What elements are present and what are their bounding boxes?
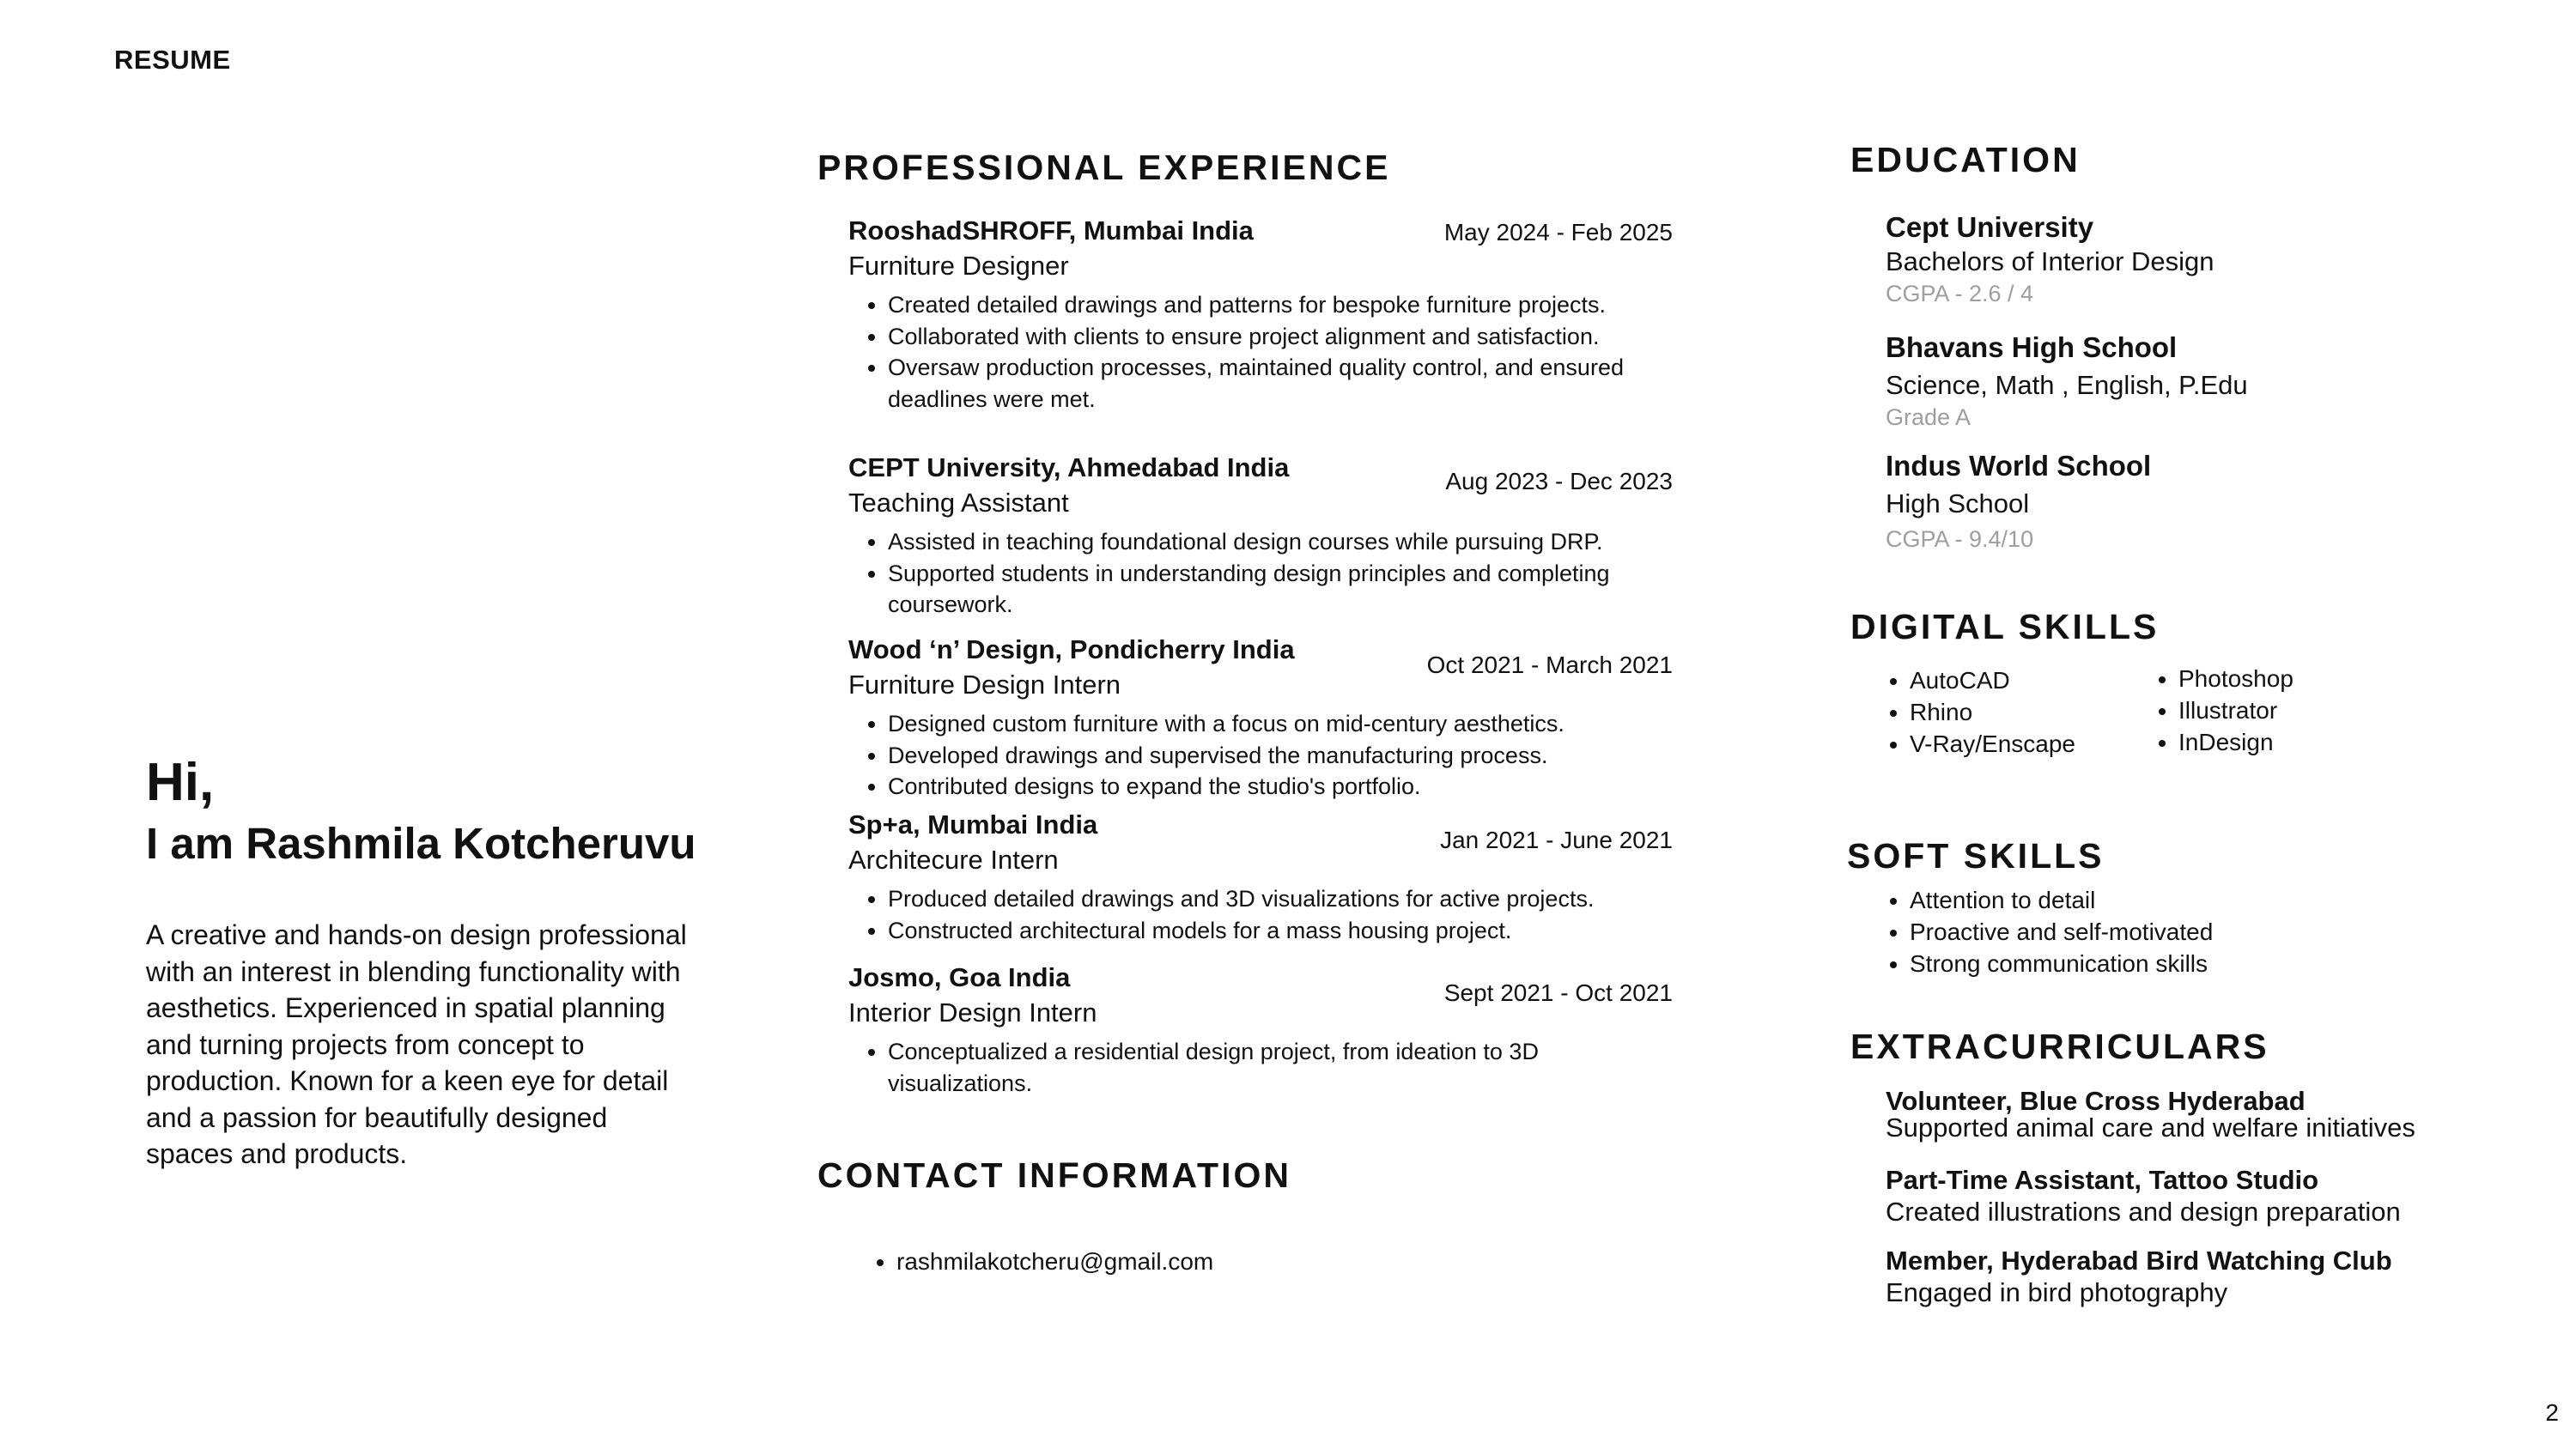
skill-item: • AutoCAD	[1910, 664, 2075, 696]
job-role: Furniture Designer	[848, 251, 1069, 281]
digital-skills-heading: DIGITAL SKILLS	[1850, 607, 2160, 646]
skill-item: • Proactive and self-motivated	[1910, 916, 2213, 948]
job-bullet: • Constructed architectural models for a mass housing project.	[888, 915, 1673, 947]
education-entry	[1886, 210, 2215, 308]
job-bullets	[848, 526, 1673, 621]
job-dates: Oct 2021 - March 2021	[1426, 652, 1673, 678]
extracurricular-description: Created illustrations and design preparation	[1886, 1197, 2401, 1227]
education-entry	[1886, 330, 2248, 432]
job-bullet: • Developed drawings and supervised the manufacturing process.	[888, 740, 1673, 772]
intro-block	[146, 752, 713, 1173]
extracurricular-entry	[1886, 1246, 2392, 1309]
job-bullets	[848, 289, 1673, 415]
skill-item: • Strong communication skills	[1910, 948, 2213, 979]
job-entry	[848, 808, 1673, 946]
extracurricular-description: Engaged in bird photography	[1886, 1277, 2228, 1307]
job-entry	[848, 214, 1673, 415]
job-organization: CEPT University, Ahmedabad India	[848, 452, 1290, 482]
job-bullets	[848, 1036, 1673, 1099]
job-bullet: • Contributed designs to expand the studio's portfolio.	[888, 771, 1673, 803]
job-role: Interior Design Intern	[848, 997, 1097, 1028]
bio-paragraph: A creative and hands-on design professional with an interest in blending functionality with aesthetics. Experienced in spatial planning and turning projects from concept to production. Known for a keen eye for detail and a passion for beautifully designed spaces and products.	[146, 919, 687, 1169]
job-bullet: • Conceptualized a residential design project, from ideation to 3D visualizations.	[888, 1036, 1673, 1099]
extracurricular-description: Supported animal care and welfare initiatives	[1886, 1113, 2415, 1143]
skill-item: • InDesign	[2178, 726, 2293, 758]
job-dates: May 2024 - Feb 2025	[1443, 219, 1673, 246]
school-name: Bhavans High School	[1886, 331, 2178, 363]
job-dates: Sept 2021 - Oct 2021	[1443, 979, 1673, 1006]
job-bullets	[848, 883, 1673, 946]
soft-skills-list	[1870, 884, 2213, 979]
program: High School	[1886, 488, 2030, 518]
extracurricular-role: Member, Hyderabad Bird Watching Club	[1886, 1246, 2392, 1276]
job-bullet: • Created detailed drawings and patterns for bespoke furniture projects.	[888, 289, 1673, 321]
education-heading: EDUCATION	[1850, 140, 2081, 179]
program: Science, Math , English, P.Edu	[1886, 370, 2248, 400]
contact-information-heading: CONTACT INFORMATION	[817, 1155, 1291, 1195]
job-bullet: • Assisted in teaching foundational design courses while pursuing DRP.	[888, 526, 1673, 558]
skill-item: • Illustrator	[2178, 694, 2293, 726]
resume-label: RESUME	[114, 45, 231, 75]
contact-list	[857, 1246, 1213, 1277]
job-bullet: • Produced detailed drawings and 3D visualizations for active projects.	[888, 883, 1673, 915]
extracurricular-entry	[1886, 1165, 2401, 1228]
digital-skills-list	[2139, 663, 2293, 758]
job-entry	[848, 633, 1673, 803]
job-bullet: • Oversaw production processes, maintained quality control, and ensured deadlines were met.	[888, 352, 1673, 415]
school-name: Indus World School	[1886, 450, 2152, 482]
job-organization: RooshadSHROFF, Mumbai India	[848, 215, 1254, 246]
skill-item: • Photoshop	[2178, 663, 2293, 694]
extracurriculars-heading: EXTRACURRICULARS	[1850, 1027, 2269, 1066]
skill-item: • Attention to detail	[1910, 884, 2213, 916]
job-bullet: • Collaborated with clients to ensure project alignment and satisfaction.	[888, 321, 1673, 353]
skill-item: • V-Ray/Enscape	[1910, 728, 2075, 760]
page-number: 2	[2545, 1399, 2559, 1426]
job-bullet: • Designed custom furniture with a focus on mid-century aesthetics.	[888, 708, 1673, 740]
grade: CGPA - 2.6 / 4	[1886, 281, 2034, 306]
job-role: Furniture Design Intern	[848, 670, 1121, 700]
job-dates: Jan 2021 - June 2021	[1440, 827, 1673, 853]
extracurricular-role: Part-Time Assistant, Tattoo Studio	[1886, 1165, 2319, 1195]
job-organization: Sp+a, Mumbai India	[848, 809, 1098, 840]
grade: Grade A	[1886, 404, 1971, 430]
digital-skills-list	[1870, 664, 2075, 760]
skill-item: • Rhino	[1910, 696, 2075, 728]
education-entry	[1886, 449, 2151, 554]
extracurricular-entry	[1886, 1086, 2415, 1144]
job-organization: Josmo, Goa India	[848, 962, 1071, 992]
job-bullets	[848, 708, 1673, 803]
professional-experience-heading: PROFESSIONAL EXPERIENCE	[817, 148, 1391, 187]
job-organization: Wood ‘n’ Design, Pondicherry India	[848, 634, 1295, 664]
job-dates: Aug 2023 - Dec 2023	[1445, 468, 1673, 494]
person-name: I am Rashmila Kotcheruvu	[146, 819, 696, 868]
soft-skills-heading: SOFT SKILLS	[1847, 836, 2105, 876]
school-name: Cept University	[1886, 211, 2094, 243]
job-role: Teaching Assistant	[848, 488, 1069, 518]
contact-email[interactable]: • rashmilakotcheru@gmail.com	[896, 1246, 1213, 1277]
job-entry	[848, 451, 1673, 621]
extracurricular-role: Volunteer, Blue Cross Hyderabad	[1886, 1086, 2306, 1116]
program: Bachelors of Interior Design	[1886, 246, 2215, 276]
job-role: Architecure Intern	[848, 845, 1059, 875]
grade: CGPA - 9.4/10	[1886, 526, 2034, 552]
job-entry	[848, 961, 1673, 1099]
job-bullet: • Supported students in understanding design principles and completing coursework.	[888, 558, 1673, 621]
greeting: Hi,	[146, 753, 215, 812]
